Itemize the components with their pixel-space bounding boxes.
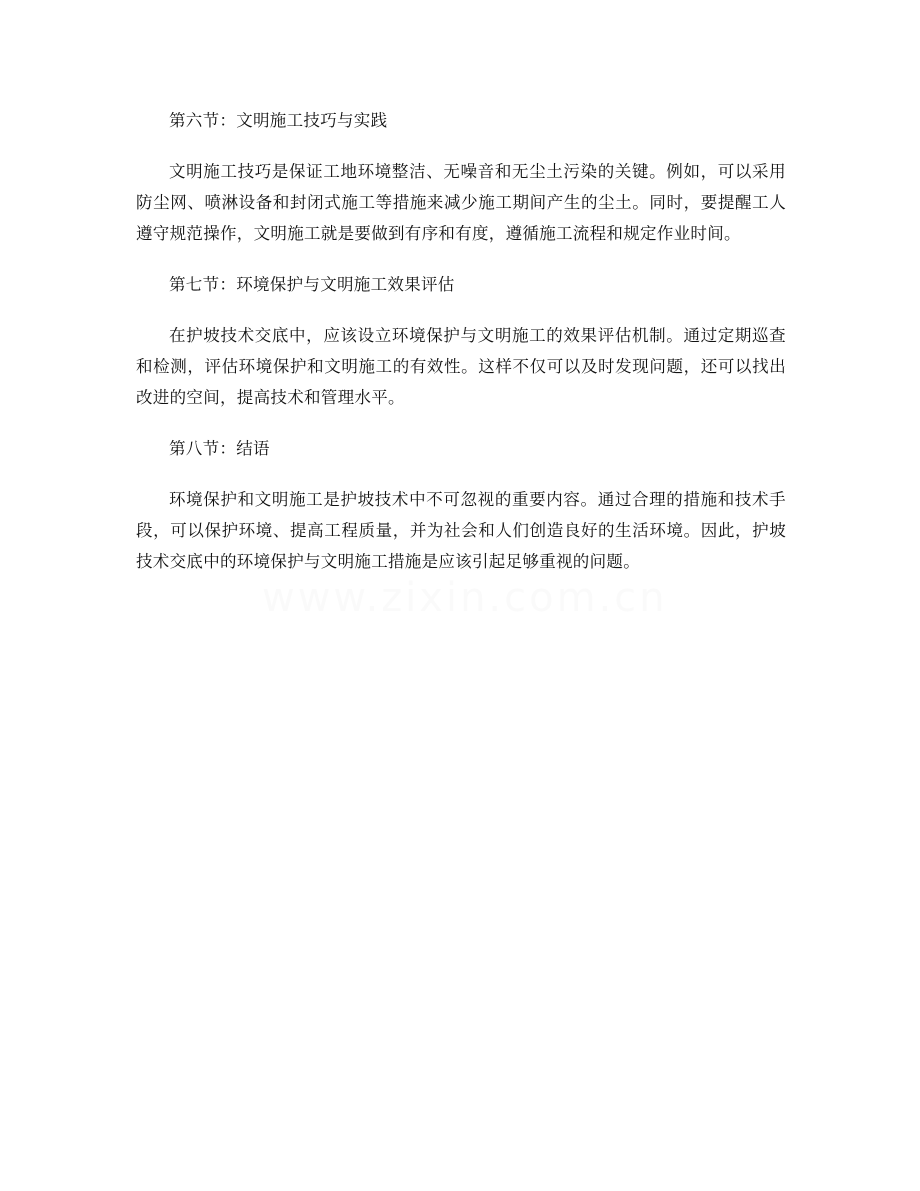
section-6 (136, 105, 786, 249)
section-8 (136, 433, 786, 577)
section-paragraph: 环境保护和文明施工是护坡技术中不可忽视的重要内容。通过合理的措施和技术手段，可以保护环境、提高工程质量，并为社会和人们创造良好的生活环境。因此，护坡技术交底中的环境保护与文明施工措施是应该引起足够重视的问题。 (136, 490, 786, 571)
section-heading: 第七节：环境保护与文明施工效果评估 (169, 275, 455, 294)
section-paragraph: 在护坡技术交底中，应该设立环境保护与文明施工的效果评估机制。通过定期巡查和检测，评估环境保护和文明施工的有效性。这样不仅可以及时发现问题，还可以找出改进的空间，提高技术和管理水平。 (136, 326, 786, 407)
section-paragraph: 文明施工技巧是保证工地环境整洁、无噪音和无尘土污染的关键。例如，可以采用防尘网、喷淋设备和封闭式施工等措施来减少施工期间产生的尘土。同时，要提醒工人遵守规范操作，文明施工就是要做到有序和有度，遵循施工流程和规定作业时间。 (136, 162, 786, 243)
watermark (262, 575, 682, 621)
document-body (136, 105, 786, 597)
section-heading: 第六节：文明施工技巧与实践 (169, 111, 388, 130)
section-7 (136, 269, 786, 413)
section-heading: 第八节：结语 (169, 439, 270, 458)
